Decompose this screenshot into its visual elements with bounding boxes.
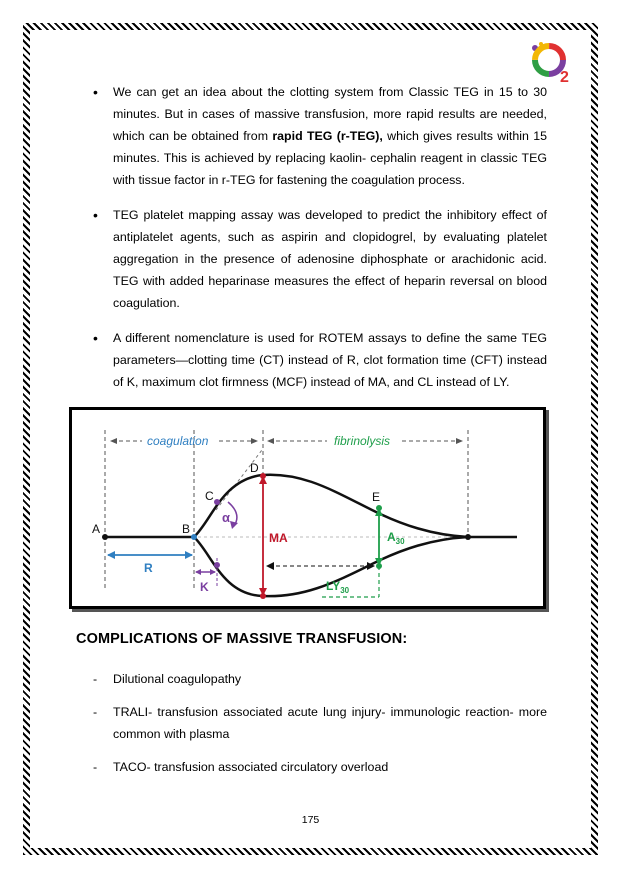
bullet-item: • TEG platelet mapping assay was developed to predict the inhibitory effect of antiplatelet agents, such as aspirin and clopidogrel, by evaluating platelet aggregation in the presence of adenosine diphosphate or arachidonic acid. TEG with added heparinase measures the effect of heparin reversal on blood coagulation. — [93, 204, 547, 314]
bold-phrase: rapid TEG (r-TEG), — [272, 129, 383, 143]
list-item: - TACO- transfusion associated circulatory overload — [93, 756, 547, 778]
bullet-list — [93, 81, 547, 406]
alpha-label: α — [222, 510, 230, 525]
ly30-label: $LY_{30}$ — [326, 579, 350, 595]
list-item: - TRALI- transfusion associated acute lung injury- immunologic reaction- more common with plasma — [93, 701, 547, 745]
fibrinolysis-label: fibrinolysis — [334, 434, 391, 448]
complications-list — [93, 668, 547, 789]
bullet-item: • We can get an idea about the clotting system from Classic TEG in 15 to 30 minutes. But in cases of massive transfusion, more rapid results are needed, which can be obtained from rapid TEG (r-TEG), which gives results within 15 minutes. This is achieved by replacing kaolin- cephalin reagent in classic TEG with tissue factor in r-TEG for fastening the coagulation process. — [93, 81, 547, 191]
teg-diagram — [69, 407, 546, 609]
point-b-label: B — [182, 522, 191, 536]
page-number: 175 — [301, 814, 320, 826]
point-e-label: E — [372, 490, 381, 504]
coagulation-label: coagulation — [147, 434, 209, 448]
point-d-label: D — [250, 461, 259, 475]
k-label: K — [200, 580, 209, 594]
r-label: R — [144, 561, 153, 575]
point-a-label: A — [92, 522, 101, 536]
logo-subscript: 2 — [560, 69, 569, 86]
list-item: - Dilutional coagulopathy — [93, 668, 547, 690]
o2-logo — [527, 38, 575, 86]
point-c-label: C — [205, 489, 214, 503]
section-title: COMPLICATIONS OF MASSIVE TRANSFUSION: — [76, 631, 408, 647]
teg-upper-trace — [105, 475, 517, 537]
bullet-item: • A different nomenclature is used for ROTEM assays to define the same TEG parameters—clotting time (CT) instead of R, clot formation time (CFT) instead of K, maximum clot firmness (MCF) instead of MA, and CL instead of LY. — [93, 327, 547, 393]
a30-label: $A_{30}$ — [387, 530, 405, 546]
ma-label: MA — [269, 531, 288, 545]
